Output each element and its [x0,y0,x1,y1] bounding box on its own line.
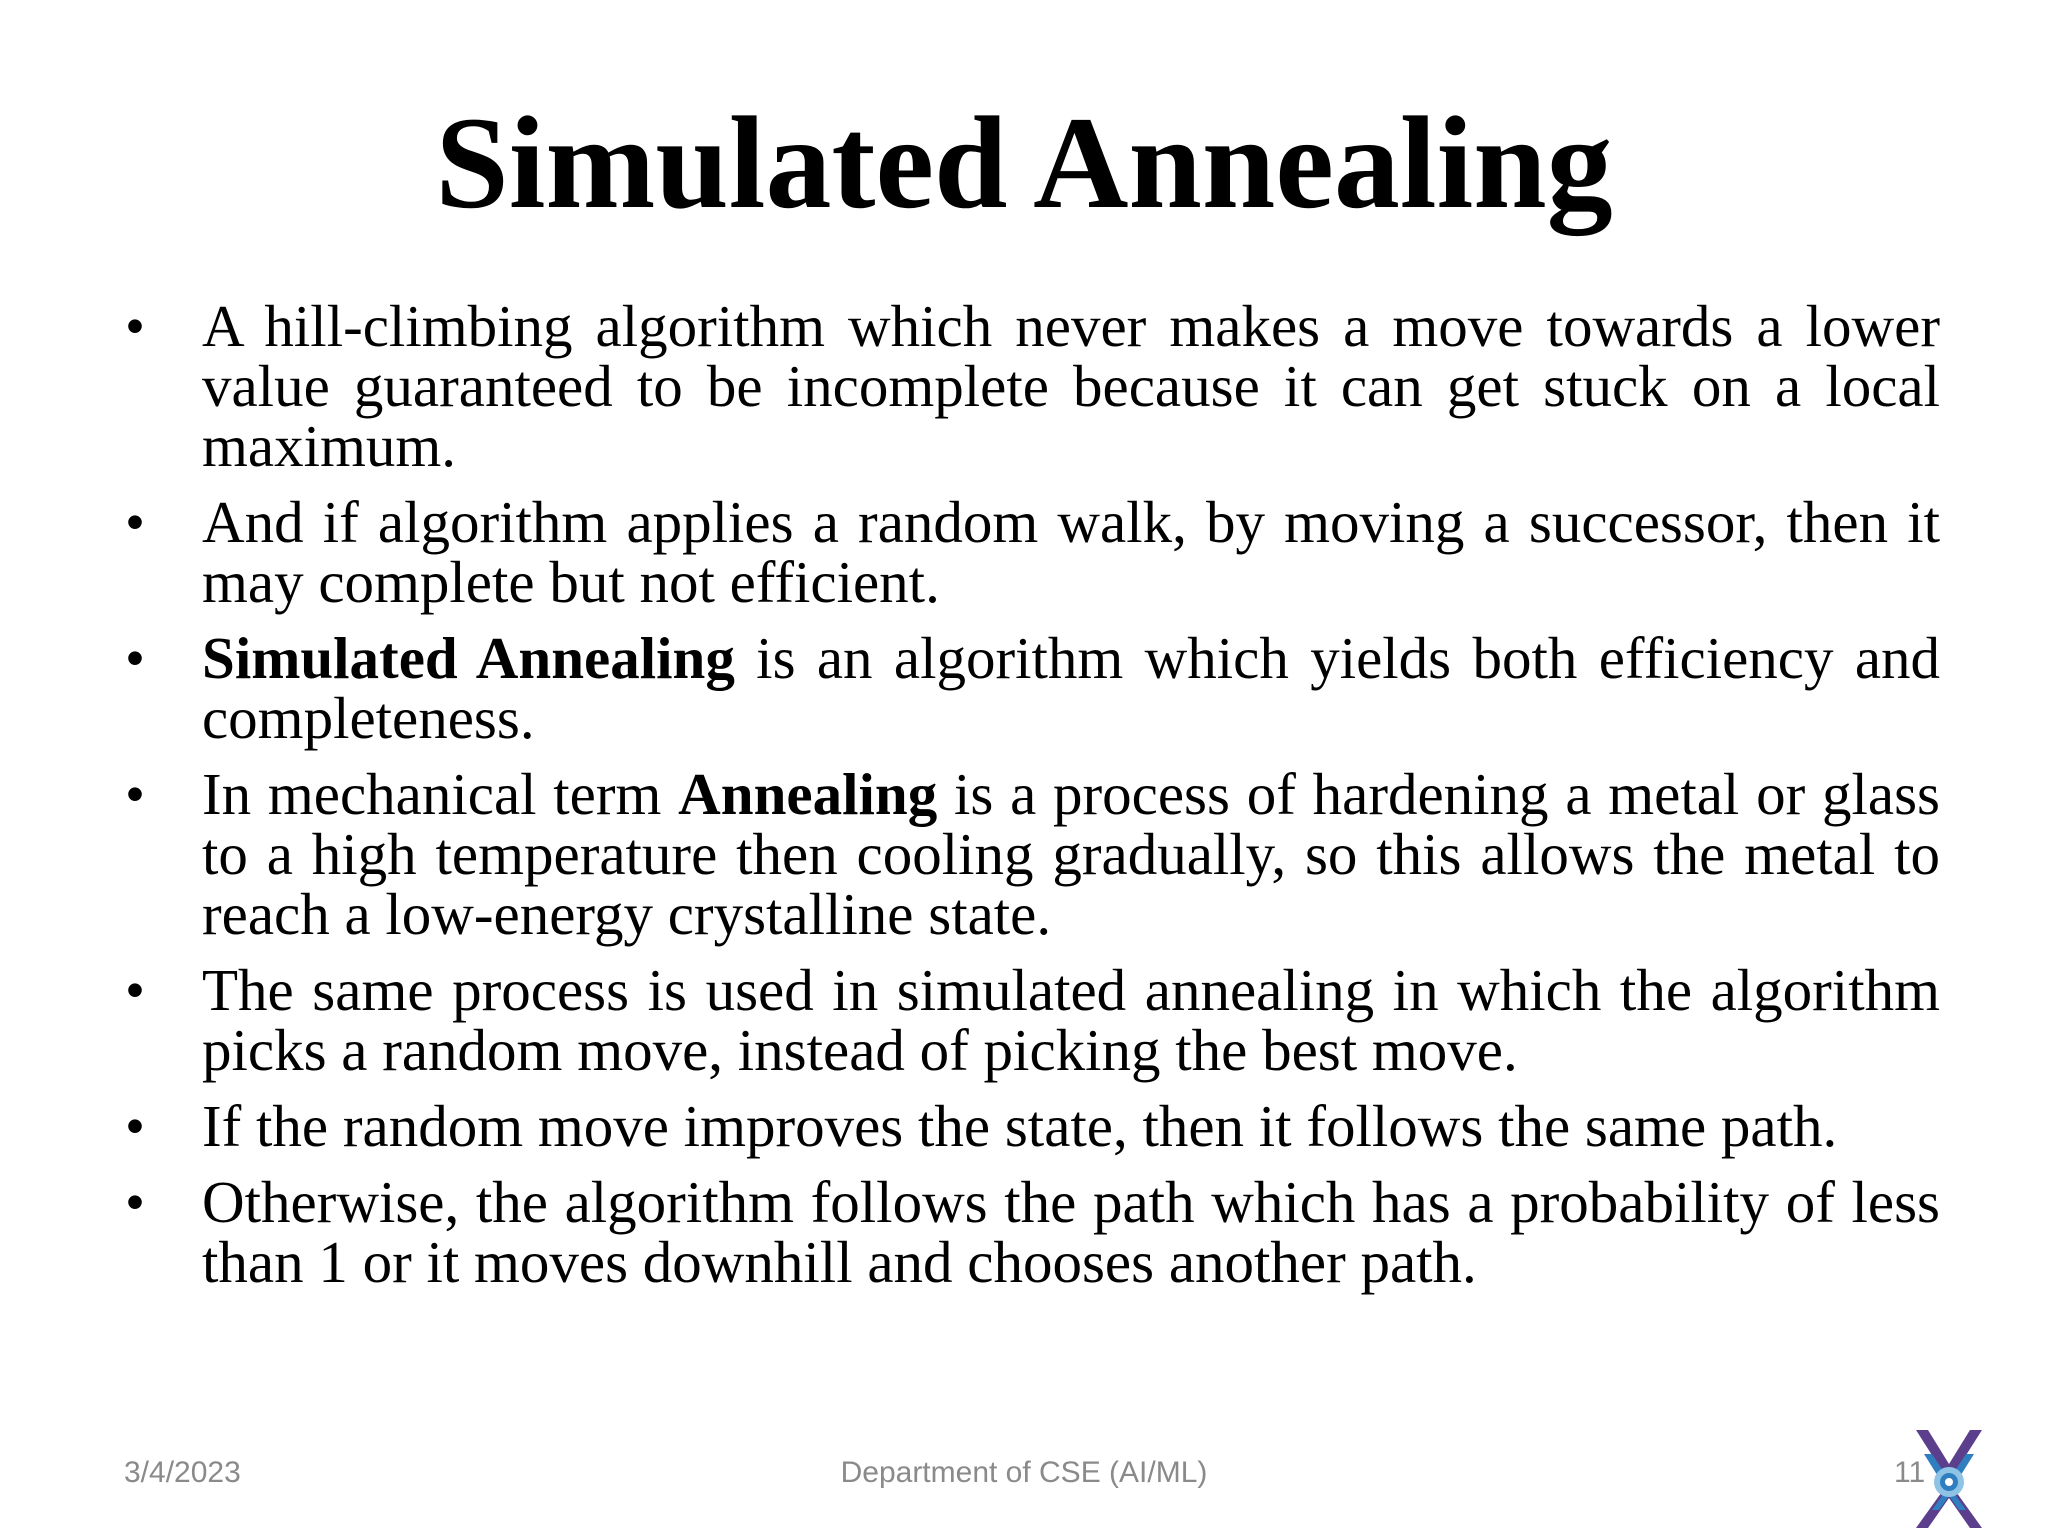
bullet-item [120,1093,1940,1159]
bullet-dot: • [126,1174,144,1230]
bullet-text-bold: Annealing [678,761,938,827]
bullet-text-before: In mechanical term [202,761,679,827]
bullet-text: And if algorithm applies a random walk, by moving a successor, then it may complete but not efficient. [202,489,1940,615]
bullet-dot: • [126,962,144,1018]
bullet-text: A hill-climbing algorithm which never makes a move towards a lower value guaranteed to be incomplete because it can get stuck on a local maximum. [202,293,1940,479]
bullet-item [120,625,1941,751]
slide-title: Simulated Annealing [435,89,1613,236]
bullet-text: is an algorithm which yields both efficiency and completeness. [202,625,1941,751]
bullet-dot: • [126,766,144,822]
bullet-text: If the random move improves the state, then it follows the same path. [202,1093,1838,1159]
footer-date: 3/4/2023 [124,1456,241,1489]
footer-page-number: 11 [1894,1456,1926,1489]
bullet-text: Otherwise, the algorithm follows the path which has a probability of less than 1 or it moves downhill and chooses another path. [202,1169,1940,1295]
bullet-dot: • [126,298,144,354]
bullet-dot: • [126,1098,144,1154]
bullet-dot: • [126,630,144,686]
bullet-item [120,293,1940,479]
bullet-item [120,761,1940,947]
bullet-dot: • [126,494,144,550]
bullet-item [120,957,1940,1083]
institution-logo-icon [1910,1424,1988,1536]
bullet-item [120,489,1940,615]
bullet-list [120,293,1941,1308]
bullet-text: is a process of hardening a metal or glass to a high temperature then cooling gradually, so this allows the metal to reach a low-energy crystalline state. [202,761,1940,947]
bullet-item [120,1169,1940,1295]
footer-department: Department of CSE (AI/ML) [840,1456,1208,1489]
bullet-text-bold: Simulated Annealing [202,625,735,691]
bullet-text: The same process is used in simulated annealing in which the algorithm picks a random move, instead of picking the best move. [202,957,1940,1083]
